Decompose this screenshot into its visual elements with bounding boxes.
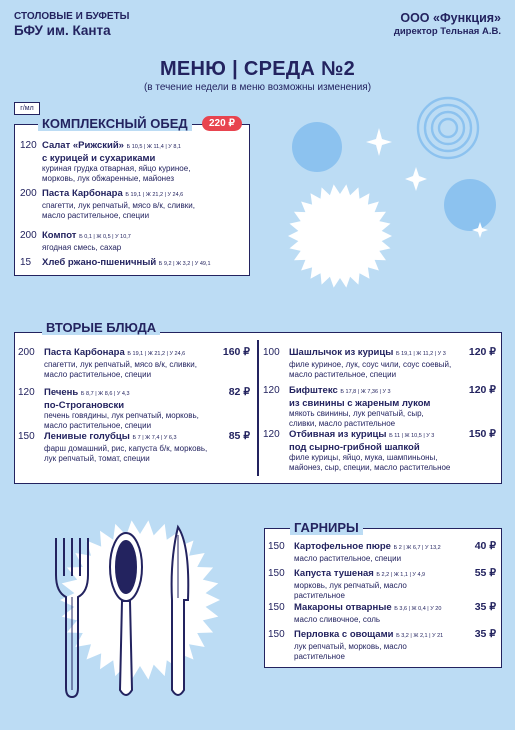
item-name-line2: по-Строгановски <box>44 400 125 411</box>
director-name: директор Тельная А.В. <box>393 26 501 37</box>
item-price: 120 ₽ <box>468 384 496 396</box>
item-name-text: Ленивые голубцы <box>44 431 130 442</box>
item-description: морковь, лук репчатый, масло <box>294 581 407 590</box>
item-body <box>42 230 244 253</box>
item-description: масло растительное, специи <box>294 554 402 563</box>
item-description: масло растительное, специи <box>289 370 397 379</box>
item-name-text: Печень <box>44 387 79 398</box>
item-name <box>294 602 496 615</box>
item-weight: 120 <box>20 140 37 151</box>
item-name-text: Отбивная из курицы <box>289 429 387 440</box>
garnish-list <box>268 541 496 666</box>
company-name: ООО «Функция» <box>400 11 501 25</box>
item-description: лук репчатый, томат, специи <box>44 454 150 463</box>
item-description: майонез, сыр, специи, масло растительное <box>289 463 451 472</box>
item-description: масло растительное, специи <box>42 211 150 220</box>
item-description: спагетти, лук репчатый, мясо в/к, сливки, <box>44 360 197 369</box>
item-nutrition: Б 17,8 | Ж 7,36 | У 3 <box>340 389 391 395</box>
complex-lunch-price-badge: 220 ₽ <box>202 116 242 131</box>
item-body <box>289 385 496 429</box>
item-weight: 150 <box>268 602 285 613</box>
item-name <box>294 629 496 642</box>
item-name-text: Шашлычок из курицы <box>289 347 394 358</box>
item-name-line2: под сырно-грибной шапкой <box>289 442 420 453</box>
item-body <box>42 140 244 184</box>
item-price: 150 ₽ <box>468 428 496 440</box>
item-body <box>42 188 244 221</box>
page-subtitle: (в течение недели в меню возможны изменения) <box>143 82 372 93</box>
item-name <box>294 541 496 554</box>
item-name <box>289 429 496 442</box>
item-description: филе куриное, лук, соус чили, соус соевый, <box>289 360 452 369</box>
item-description: масло растительное, специи <box>44 421 152 430</box>
item-nutrition: Б 19,1 | Ж 11,2 | У 3 <box>395 351 446 357</box>
item-weight: 150 <box>268 541 285 552</box>
garnish-title: ГАРНИРЫ <box>290 520 363 535</box>
item-body <box>289 347 496 380</box>
item-name <box>44 387 250 400</box>
item-weight: 150 <box>18 431 35 442</box>
item-weight: 200 <box>20 188 37 199</box>
item-weight: 120 <box>18 387 35 398</box>
item-price: 35 ₽ <box>474 628 496 640</box>
circle-icon <box>444 179 496 231</box>
starburst-icon <box>60 520 220 679</box>
item-nutrition: Б 2,2 | Ж 1,1 | У 4,9 <box>376 572 426 578</box>
item-price: 120 ₽ <box>468 346 496 358</box>
item-nutrition: Б 7 | Ж 7,4 | У 6,3 <box>132 435 177 441</box>
complex-lunch-list <box>20 140 244 270</box>
item-body <box>294 602 496 625</box>
complex-lunch-title: КОМПЛЕКСНЫЙ ОБЕД <box>38 116 192 131</box>
spiral-icon <box>418 98 478 158</box>
item-name <box>42 230 244 243</box>
item-weight: 150 <box>268 568 285 579</box>
item-description: сливки, масло растительное <box>289 419 396 428</box>
item-name <box>42 257 244 270</box>
item-nutrition: Б 3,2 | Ж 2,1 | У 21 <box>396 633 444 639</box>
item-name-text: Бифштекс <box>289 385 338 396</box>
item-price: 160 ₽ <box>222 346 250 358</box>
item-weight: 100 <box>263 347 280 358</box>
item-price: 35 ₽ <box>474 601 496 613</box>
item-nutrition: Б 8,7 | Ж 8,6 | У 4,3 <box>80 391 130 397</box>
item-price: 82 ₽ <box>228 386 250 398</box>
item-name-text: Компот <box>42 230 77 241</box>
item-price: 40 ₽ <box>474 540 496 552</box>
item-body <box>294 568 496 601</box>
item-nutrition: Б 2 | Ж 6,7 | У 13,2 <box>393 545 441 551</box>
item-description: морковь, лук обжаренные, майонез <box>42 174 175 183</box>
item-name-line2: из свинины с жареным луком <box>289 398 431 409</box>
item-name-text: Паста Карбонара <box>44 347 125 358</box>
item-description: ягодная смесь, сахар <box>42 243 122 252</box>
column-divider <box>257 340 259 476</box>
item-description: масло растительное, специи <box>44 370 152 379</box>
item-nutrition: Б 10,5 | Ж 11,4 | У 8,1 <box>126 144 181 150</box>
circle-icon <box>292 122 342 172</box>
item-weight: 120 <box>263 429 280 440</box>
org-line1: СТОЛОВЫЕ И БУФЕТЫ <box>14 11 130 22</box>
item-nutrition: Б 11 | Ж 10,5 | У 3 <box>389 433 435 439</box>
item-name <box>44 347 250 360</box>
item-weight: 15 <box>20 257 32 268</box>
item-weight: 200 <box>18 347 35 358</box>
second-right-list <box>263 347 496 477</box>
item-body <box>294 541 496 564</box>
item-name-text: Капуста тушеная <box>294 568 374 579</box>
item-body <box>42 257 244 270</box>
item-description: фарш домашний, рис, капуста б/к, морковь, <box>44 444 208 453</box>
item-weight: 150 <box>268 629 285 640</box>
item-body <box>44 347 250 380</box>
item-name-line2: с курицей и сухариками <box>42 153 156 164</box>
item-name <box>42 140 244 153</box>
item-description: лук репчатый, морковь, масло <box>294 642 407 651</box>
item-nutrition: Б 19,1 | Ж 21,2 | У 24,6 <box>125 192 184 198</box>
item-description: растительное <box>294 652 345 661</box>
item-name <box>289 385 496 398</box>
item-name-text: Паста Карбонара <box>42 188 123 199</box>
second-courses-title: ВТОРЫЕ БЛЮДА <box>42 320 160 335</box>
item-description: растительное <box>294 591 345 600</box>
item-body <box>44 387 250 431</box>
item-description: спагетти, лук репчатый, мясо в/к, сливки, <box>42 201 195 210</box>
item-description: куриная грудка отварная, яйцо куриное, <box>42 164 191 173</box>
item-nutrition: Б 0,1 | Ж 0,5 | У 10,7 <box>79 234 131 240</box>
item-name-text: Хлеб ржано-пшеничный <box>42 257 157 268</box>
item-description: масло сливочное, соль <box>294 615 381 624</box>
item-price: 55 ₽ <box>474 567 496 579</box>
item-body <box>44 431 250 464</box>
item-name <box>289 347 496 360</box>
item-nutrition: Б 19,1 | Ж 21,2 | У 24,6 <box>127 351 186 357</box>
item-name <box>42 188 244 201</box>
item-body <box>294 629 496 662</box>
org-line2: БФУ им. Канта <box>14 23 111 38</box>
item-description: филе курицы, яйцо, мука, шампиньоны, <box>289 453 438 462</box>
starburst-icon <box>288 184 392 287</box>
item-description: мякоть свинины, лук репчатый, сыр, <box>289 409 424 418</box>
item-nutrition: Б 3,6 | Ж 0,4 | У 20 <box>394 606 442 612</box>
item-price: 85 ₽ <box>228 430 250 442</box>
unit-label: г/мл <box>14 102 40 115</box>
item-name-text: Картофельное пюре <box>294 541 391 552</box>
sparkle-icon <box>405 167 427 191</box>
item-name <box>294 568 496 581</box>
item-name-text: Перловка с овощами <box>294 629 394 640</box>
item-weight: 200 <box>20 230 37 241</box>
item-body <box>289 429 496 473</box>
second-left-list <box>18 347 250 477</box>
item-nutrition: Б 9,2 | Ж 3,2 | У 49,1 <box>158 261 211 267</box>
item-name <box>44 431 250 444</box>
item-weight: 120 <box>263 385 280 396</box>
item-name-text: Макароны отварные <box>294 602 392 613</box>
sparkle-icon <box>366 128 392 156</box>
item-name-text: Салат «Рижский» <box>42 140 124 151</box>
page-title: МЕНЮ | СРЕДА №2 <box>159 58 356 80</box>
item-description: печень говядины, лук репчатый, морковь, <box>44 411 199 420</box>
